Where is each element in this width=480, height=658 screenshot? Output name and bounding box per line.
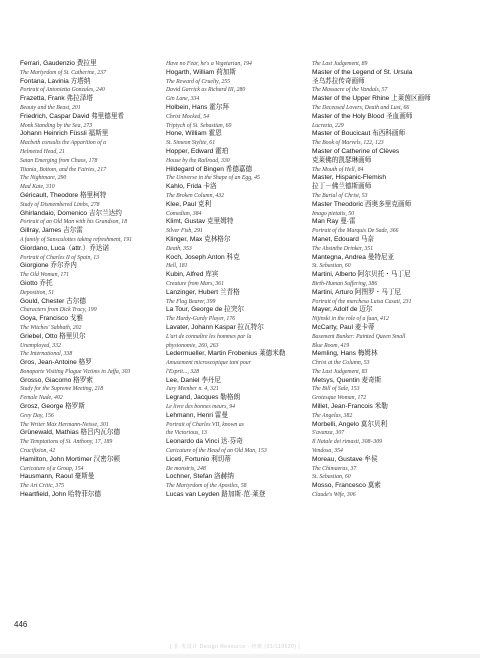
artwork-title: Christ at the Column, 53	[312, 360, 370, 367]
artwork-title: S'avanza, 307	[312, 430, 345, 437]
artist-name: Morbelli, Angelo 莫尔贝利	[312, 420, 388, 428]
artwork-title: Portrait of Charles VII, known as	[166, 421, 244, 428]
artwork-title: Deposition, 51	[20, 289, 55, 296]
artwork-title: Birth-Human Suffering, 386	[312, 280, 378, 287]
artist-name: Hildegard of Bingen 希德嘉德	[166, 165, 253, 173]
artwork-title: The Book of Marvels, 122, 123	[312, 140, 384, 147]
artist-name: Metsys, Quentin 麦奇斯	[312, 376, 382, 384]
artist-name: La Tour, George de 拉突尔	[166, 306, 244, 314]
artist-name: Hausmann, Raoul 豪斯曼	[20, 473, 95, 481]
artist-name: Lucas van Leyden 路加斯·范·莱登	[166, 491, 266, 499]
artwork-title: Crucifixion, 42	[20, 448, 56, 455]
artist-name: Grünewald, Mathias 格吕内瓦尔德	[20, 429, 121, 437]
artwork-title: The Temptations of St. Anthony, 17, 189	[20, 439, 113, 446]
artist-name: Giotto 乔托	[20, 279, 53, 287]
artist-name: Goya, Francisco 戈雅	[20, 315, 84, 323]
artist-name: Kubin, Alfred 库宾	[166, 271, 219, 279]
artist-name: Mayer, Adolf de 迈尔	[312, 306, 373, 314]
artist-name: Frazetta, Frank 弗拉泽塔	[20, 95, 93, 103]
artwork-title: Helmeted Head, 21	[20, 148, 65, 155]
artwork-title: Comedian, 384	[166, 210, 202, 217]
artist-name: Fontana, Lavinia 方塔纳	[20, 77, 91, 85]
artwork-title: The Art Critic, 375	[20, 483, 65, 490]
artwork-title: The Reward of Cruelty, 255	[166, 78, 231, 85]
artwork-title: The Writer Max Hermann-Neisse, 301	[20, 421, 109, 428]
artist-name: Moreau, Gustave 牟侯	[312, 455, 378, 463]
artwork-title: The International, 338	[20, 351, 73, 358]
artwork-title: The Witches' Sabbath, 202	[20, 324, 82, 331]
artist-name: Kahlo, Frida 卡洛	[166, 183, 217, 191]
artist-name: Lanzinger, Hubert 兰青格	[166, 288, 240, 296]
artwork-title: The Hurdy-Gurdy Player, 176	[166, 316, 236, 323]
artist-name: Man Ray 曼·雷	[312, 218, 356, 226]
artwork-title: Basement Bunker: Painted Queen Small	[312, 333, 406, 340]
artist-name: 圣乌苏拉传奇画师	[312, 77, 365, 85]
artist-name: Grosz, George 格罗斯	[20, 403, 85, 411]
artwork-title: The Angelus, 382	[312, 412, 353, 419]
artist-name: Koch, Joseph Anton 科克	[166, 253, 240, 261]
artwork-title: Grey Day, 156	[20, 412, 54, 419]
artist-name: Gros, Jean-Antoine 格罗	[20, 359, 92, 367]
artist-name: Master of Catherine of Clèves	[312, 147, 400, 155]
artist-name: 克莱佛的凯瑟琳画师	[312, 156, 372, 164]
artwork-title: The Mouth of Hell, 84	[312, 166, 364, 173]
artwork-title: A family of Sansculottes taking refreshment, 191	[20, 236, 133, 243]
artwork-title: Portrait of the Marquis De Sade, 366	[312, 228, 399, 235]
artwork-title: St. Sebastian, 60	[312, 474, 351, 481]
page-number: 446	[14, 620, 28, 629]
artwork-title: Caricature of a Group, 154	[20, 465, 84, 472]
artist-name: Master of the Legend of St. Ursula	[312, 68, 413, 76]
artist-name: Manet, Edouard 马奈	[312, 235, 374, 243]
artwork-title: Amusement microscopique tant pour	[166, 360, 251, 367]
artwork-title: Monk Standing by the Sea, 273	[20, 122, 93, 129]
artist-name: Griebel, Otto 格里贝尔	[20, 332, 86, 340]
artwork-title: The Broken Column, 432	[166, 192, 225, 199]
artwork-title: The Bill of Sale, 153	[312, 386, 360, 393]
artwork-title: the Victorious, 13	[166, 430, 207, 437]
artist-name: McCarty, Paul 麦卡蒂	[312, 323, 375, 331]
artwork-title: Study of Dismembered Limbs, 278	[20, 201, 100, 208]
artist-name: Holbein, Hans 霍尔拜	[166, 103, 230, 111]
artwork-title: Le livre des bonnes meurs, 94	[166, 404, 236, 411]
artwork-title: The Chimaeras, 37	[312, 465, 357, 472]
artist-name: Heartfield, John 哈特菲尔德	[20, 491, 101, 499]
artwork-title: House by the Railroad, 330	[166, 157, 230, 164]
artwork-title: Portrait of Charles II of Spain, 13	[20, 254, 100, 261]
artist-name: Klinger, Max 克林格尔	[166, 235, 231, 243]
artist-name: Hone, William 霍恩	[166, 130, 222, 138]
artwork-title: l'Esprit..., 328	[166, 368, 199, 375]
artwork-title: The Martyrdom of St. Catherine, 237	[20, 69, 106, 76]
artwork-title: Titania, Bottom, and the Fairies, 217	[20, 166, 106, 173]
artwork-title: Portrait of an Old Man with his Grandson, 18	[20, 219, 128, 226]
artist-name: Legrand, Jacques 勒格朗	[166, 394, 241, 402]
artwork-title: St. Sebastian, 60	[312, 263, 351, 270]
artwork-title: Claude's Wife, 306	[312, 492, 356, 499]
artwork-title: Portrait of the marchesa Luisa Casati, 231	[312, 298, 412, 305]
artwork-title: Unemployed, 332	[20, 342, 61, 349]
artwork-title: physionomie, 260, 263	[166, 342, 219, 349]
artist-name: Lehmann, Henri 雷曼	[166, 411, 228, 419]
artist-name: Millet, Jean-Francois 米勒	[312, 403, 388, 411]
artist-name: Hamilton, John Mortimer 汉密尔顿	[20, 455, 121, 463]
index-column-3	[312, 60, 452, 500]
index-column-2	[166, 60, 306, 500]
artwork-title: The Flag Bearer, 399	[166, 298, 216, 305]
artwork-title: Death, 353	[166, 245, 192, 252]
artwork-title: Caricature of the Head of an Old Man, 153	[166, 448, 267, 455]
artist-name: Master Theodoric 西奥多里克画师	[312, 200, 412, 208]
artwork-title: The Universe in the Shape of an Egg, 45	[166, 175, 260, 182]
artist-name: Klee, Paul 克利	[166, 200, 212, 208]
artwork-title: Female Nude, 402	[20, 395, 63, 402]
artist-name: Grosso, Giacomo 格罗索	[20, 376, 93, 384]
artwork-title: Satan Emerging from Chaos, 178	[20, 157, 98, 164]
artwork-title: Imago pietatis, 50	[312, 210, 355, 217]
artwork-title: Silver Fish, 291	[166, 228, 203, 235]
artist-name: Hogarth, William 荷加斯	[166, 68, 236, 76]
artwork-title: Lucrezia, 229	[312, 122, 344, 129]
artwork-title: The Massacre of the Vandals, 57	[312, 87, 388, 94]
artist-name: Giordano, Luca（attr.）乔达诺	[20, 244, 110, 252]
artwork-title: The Deceased Lovers, Death and Lust, 66	[312, 104, 410, 111]
artwork-title: Christ Mocked, 54	[166, 113, 209, 120]
artist-name: Friedrich, Caspar David 弗里德里希	[20, 112, 125, 120]
artist-name: 拉丁－佛兰德斯画师	[312, 183, 372, 191]
artist-name: Master of the Upper Rhine 上莱茵区画师	[312, 95, 431, 103]
artwork-title: The Burial of Christ, 53	[312, 192, 368, 199]
artwork-title: Jury Member n. 4, 321	[166, 386, 219, 393]
artist-name: Gillray, James 吉尔雷	[20, 227, 83, 235]
artist-name: Memling, Hans 梅姆林	[312, 350, 378, 358]
artwork-title: Nijinski in the role of a faun, 412	[312, 316, 389, 323]
artist-name: Ferrari, Gaudenzio 费拉里	[20, 60, 97, 67]
artwork-title: The Martyrdom of the Apostles, 58	[166, 483, 247, 490]
artist-name: Géricault, Theodore 格里柯特	[20, 191, 107, 199]
artist-name: Ghirlandaio, Domenico 吉尔兰达约	[20, 209, 122, 217]
artwork-title: Characters from Dick Tracy, 199	[20, 307, 97, 314]
artwork-title: David Garrick as Richard III, 280	[166, 87, 246, 94]
artwork-title: Mad Kate, 310	[20, 184, 55, 191]
artwork-title: Hell, 181	[166, 263, 188, 270]
artist-name: Mosso, Francesco 莫索	[312, 482, 381, 490]
artwork-title: The Old Woman, 171	[20, 272, 70, 279]
artist-name: Martini, Alberto 阿尔贝托・马丁尼	[312, 271, 411, 279]
artwork-title: Il Natale dei rimasti, 308–309	[312, 439, 383, 446]
artwork-title: Blue Room, 419	[312, 342, 350, 349]
artwork-title: Macbeth consults the Apparition of a	[20, 140, 107, 147]
artist-name: Mantegna, Andrea 曼特尼亚	[312, 253, 395, 261]
artist-name: Johann Heinrich Füssli 福斯里	[20, 130, 109, 138]
artwork-title: Triptych of St. Sebastian, 60	[166, 122, 232, 129]
bottom-bar	[0, 654, 480, 658]
artist-name: Lee, Daniel 李丹尼	[166, 376, 221, 384]
artwork-title: The Absinthe Drinker, 351	[312, 245, 374, 252]
artist-name: Giorgione 乔尔乔内	[20, 262, 77, 270]
artist-name: Klimt, Gustav 克里姆特	[166, 218, 234, 226]
artist-name: Lavater, Johann Kaspar 拉瓦特尔	[166, 323, 264, 331]
artist-name: Gould, Chester 古尔德	[20, 297, 86, 305]
artwork-title: The Last Judgement, 89	[312, 61, 368, 67]
artwork-title: Have no Fear, he's a Vegetarian, 194	[166, 61, 252, 67]
artist-name: Master of Boucicaut 布西科画师	[312, 130, 406, 138]
artist-name: Master, Hispanic-Flemish	[312, 174, 387, 182]
artist-name: Leonardo da Vinci 达·芬奇	[166, 438, 243, 446]
artwork-title: Creature from Mars, 361	[166, 280, 224, 287]
artist-name: Master of the Holy Blood 圣血画师	[312, 112, 413, 120]
artist-name: Hopper, Edward 霍珀	[166, 147, 229, 155]
artwork-title: Gin Lane, 334	[166, 96, 200, 103]
index-column-1	[20, 60, 160, 500]
artwork-title: The Nightmare, 290	[20, 175, 67, 182]
watermark-text: | 非·发设计 Design Resource · 经典 (01/110520) |	[170, 644, 301, 650]
artwork-title: St. Simeon Stylite, 61	[166, 140, 216, 147]
artist-name: Liceti, Fortunio 利切蒂	[166, 455, 231, 463]
artist-name: Lochner, Stefan 洛赫纳	[166, 473, 234, 481]
artist-name: Ledermueller, Martin Frobenius 莱德米勒	[166, 350, 286, 358]
artwork-title: De monstris, 248	[166, 465, 206, 472]
artwork-title: The Last Judgement, 83	[312, 368, 368, 375]
artist-name: Martini, Arturo 阿图罗・马丁尼	[312, 288, 402, 296]
artwork-title: Portrait of Antonietta Gonzales, 240	[20, 87, 105, 94]
artwork-title: Bonaparte Visiting Plague Victims in Jaffa, 303	[20, 368, 131, 375]
artwork-title: L'art de connaître les hommes par la	[166, 333, 252, 340]
artwork-title: Study for the Supreme Meeting, 218	[20, 386, 104, 393]
artwork-title: Beauty and the Beast, 201	[20, 104, 81, 111]
artwork-title: Vendosa, 354	[312, 448, 343, 455]
artwork-title: Grotesque Woman, 172	[312, 395, 367, 402]
